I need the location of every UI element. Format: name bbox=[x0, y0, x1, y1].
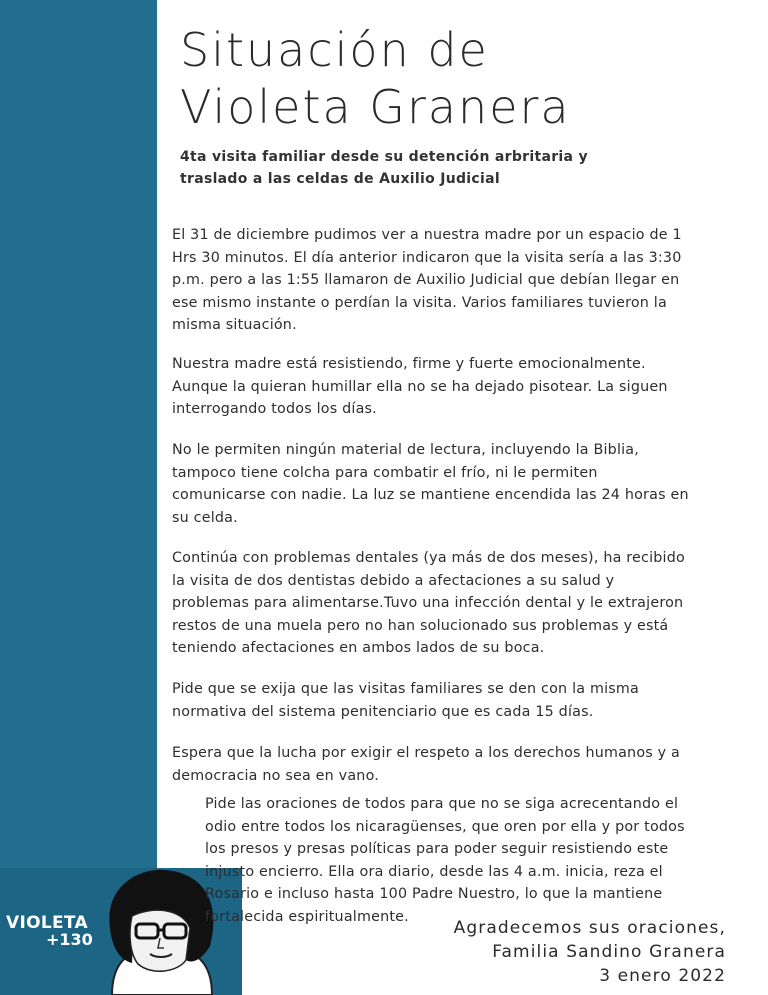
text-line: su celda. bbox=[172, 509, 238, 526]
badge-line-2: +130 bbox=[46, 930, 93, 949]
paragraph-resistance bbox=[172, 353, 757, 421]
text-line: restos de una muela pero no han solucionado sus problemas y está bbox=[172, 617, 669, 634]
text-line: misma situación. bbox=[172, 317, 297, 333]
text-line: Aunque la quieran humillar ella no se ha dejado pisotear. La siguen bbox=[172, 378, 668, 395]
text-line: Hrs 30 minutos. El día anterior indicaron que la visita sería a las 3:30 bbox=[172, 249, 682, 266]
text-line: injusto encierro. Ella ora diario, desde las 4 a.m. inicia, reza el bbox=[205, 863, 663, 880]
closing-signature bbox=[454, 916, 726, 988]
title-line: Violeta Granera bbox=[180, 80, 571, 134]
paragraph-human-rights bbox=[172, 742, 757, 787]
subtitle-line: traslado a las celdas de Auxilio Judicial bbox=[180, 171, 500, 187]
text-line: interrogando todos los días. bbox=[172, 401, 377, 417]
paragraph-prayers bbox=[205, 793, 755, 928]
page-title bbox=[180, 22, 571, 136]
text-line: tampoco tiene colcha para combatir el frío, ni le permiten bbox=[172, 464, 598, 481]
paragraph-visit bbox=[172, 224, 757, 337]
text-line: la visita de dos dentistas debido a afectaciones a su salud y bbox=[172, 572, 615, 589]
text-line: los presos y presas políticas para poder seguir resistiendo este bbox=[205, 841, 669, 857]
paragraph-visits-request bbox=[172, 678, 757, 723]
text-line: Continúa con problemas dentales (ya más de dos meses), ha recibido bbox=[172, 550, 685, 566]
subtitle-line: 4ta visita familiar desde su detención arbritaria y bbox=[180, 149, 588, 165]
sidebar-band bbox=[0, 0, 157, 868]
text-line: Pide las oraciones de todos para que no se siga acrecentando el bbox=[205, 796, 679, 812]
text-line: teniendo afectaciones en ambos lados de su boca. bbox=[172, 640, 545, 656]
closing-date: 3 enero 2022 bbox=[599, 966, 726, 986]
text-line: problemas para alimentarse.Tuvo una infección dental y le extrajeron bbox=[172, 595, 684, 611]
text-line: Espera que la lucha por exigir el respeto a los derechos humanos y a bbox=[172, 745, 681, 761]
text-line: El 31 de diciembre pudimos ver a nuestra madre por un espacio de 1 bbox=[172, 227, 682, 243]
text-line: normativa del sistema penitenciario que es cada 15 días. bbox=[172, 703, 594, 720]
text-line: Nuestra madre está resistiendo, firme y fuerte emocionalmente. bbox=[172, 356, 646, 372]
badge-line-1: VIOLETA bbox=[6, 913, 88, 933]
text-line: No le permiten ningún material de lectura, incluyendo la Biblia, bbox=[172, 442, 639, 458]
text-line: fortalecida espiritualmente. bbox=[205, 908, 409, 925]
text-line: odio entre todos los nicaragüenses, que oren por ella y por todos bbox=[205, 818, 685, 835]
text-line: comunicarse con nadie. La luz se mantiene encendida las 24 horas en bbox=[172, 487, 689, 503]
paragraph-conditions bbox=[172, 439, 757, 529]
paragraph-dental bbox=[172, 547, 757, 660]
text-line: ese mismo instante o perdían la visita. Varios familiares tuvieron la bbox=[172, 294, 667, 311]
closing-family: Familia Sandino Granera bbox=[492, 942, 726, 962]
subtitle bbox=[180, 146, 588, 190]
violeta-130-logo bbox=[6, 915, 93, 948]
title-line: Situación de bbox=[180, 23, 489, 77]
text-line: p.m. pero a las 1:55 llamaron de Auxilio Judicial que debían llegar en bbox=[172, 272, 680, 288]
text-line: Rosario e incluso hasta 100 Padre Nuestro, lo que la mantiene bbox=[205, 886, 663, 902]
closing-thanks: Agradecemos sus oraciones, bbox=[453, 918, 726, 938]
text-line: democracia no sea en vano. bbox=[172, 767, 380, 784]
text-line: Pide que se exija que las visitas familiares se den con la misma bbox=[172, 681, 639, 697]
